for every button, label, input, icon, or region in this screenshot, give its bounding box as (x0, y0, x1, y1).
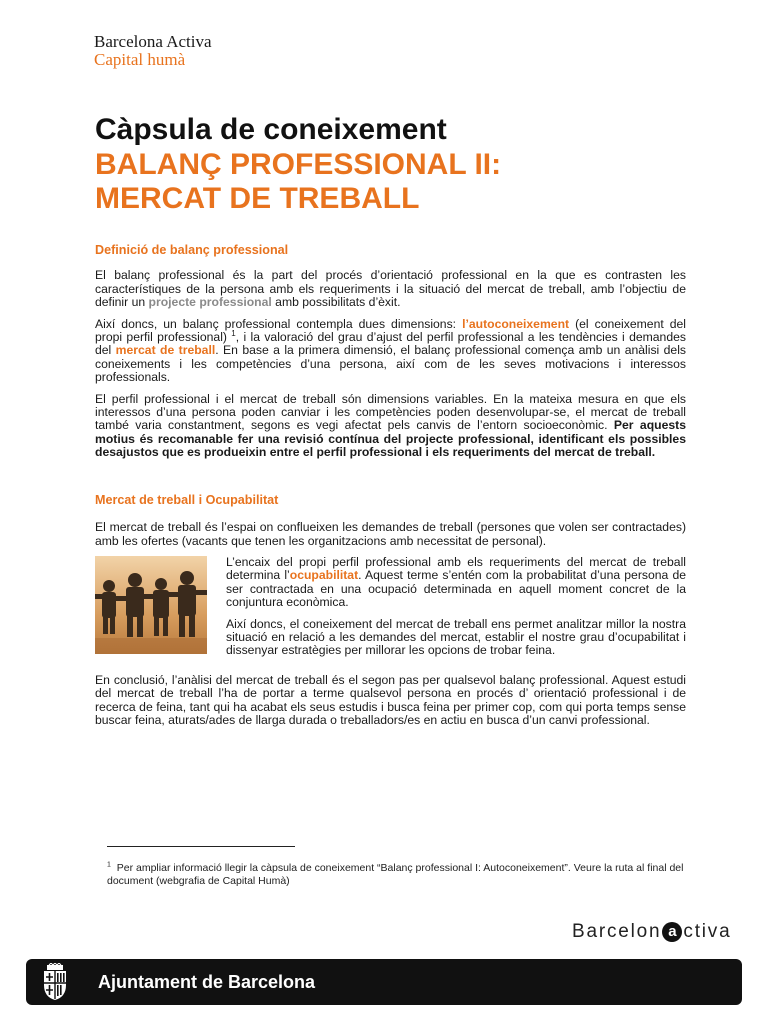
section-heading-mercat: Mercat de treball i Ocupabilitat (95, 492, 279, 507)
media-text (226, 556, 686, 658)
brand-header (94, 33, 212, 69)
paragraph: El balanç professional és la part del procés d’orientació professional en la que es contrasten les característiques de la persona amb els requeriments i la situació del mercat de treball, amb l’objectiu de definir un projecte professional amb possibilitats d’èxit. (95, 268, 686, 310)
link-ocupabilitat[interactable]: ocupabilitat (289, 568, 359, 583)
link-autoconeixement[interactable]: l’autoconeixement (462, 316, 570, 331)
paragraph: En conclusió, l’anàlisi del mercat de treball és el segon pas per qualsevol balanç professional. Aquest estudi del mercat de treball l’ha de portar a terme qualsevol persona en procés d’ orientació professional i de recerca de feina, tant qui ha acabat els seus estudis i busca feina per primer cop, com qui porta temps sense buscar feina, aturats/ades de llarga durada o treballadors/es en actiu en busca d’un canvi professional. (95, 672, 686, 728)
title-line-3: MERCAT DE TREBALL (95, 182, 420, 215)
footnote (107, 862, 687, 888)
footnote-divider (107, 846, 295, 847)
link-projecte-professional[interactable]: projecte professional (148, 295, 272, 310)
title-line-1: Càpsula de coneixement (95, 113, 447, 146)
footnote-ref: 1 (231, 328, 236, 338)
logo-a-circle-icon: a (662, 922, 682, 942)
paragraph: El mercat de treball és l’espai on conflueixen les demandes de treball (persones que volen ser contractades) amb les ofertes (vacants que tenen les organitzacions amb necessitat de personal). (95, 520, 686, 548)
footnote-text: Per ampliar informació llegir la càpsula de coneixement “Balanç professional I: Autoconeixement”. Veure la ruta al final del document (webgrafia de Capital Humà) (107, 862, 684, 887)
coat-of-arms-icon (36, 963, 74, 1001)
document-body (95, 244, 686, 736)
media-block (95, 556, 686, 668)
paragraph: El perfil professional i el mercat de treball són dimensions variables. En la mateixa mesura en que els interessos d’una persona poden canviar i les competències poden desenvolupar-se, el mercat de treball també varia constantment, segons es vegi afectat pels canvis de l’entorn socioeconòmic. Per aquests motius és recomanable fer una revisió contínua del projecte professional, identificant els possibles desajustos que es produeixin entre el perfil professional i els requeriments del mercat de treball. (95, 391, 686, 460)
document-title (95, 112, 695, 216)
puzzle-people-image (95, 556, 207, 654)
ajuntament-footer-bar (26, 959, 742, 1005)
brand-subtitle: Capital humà (94, 50, 186, 69)
paragraph: Així doncs, un balanç professional contempla dues dimensions: l’autoconeixement (el coneixement del propi perfil professional) $^1$, i la valoració del grau d’ajust del perfil professional a les tendències i demandes del mercat de treball. En base a la primera dimensió, el balanç professional comença amb un anàlisi dels coneixements i les competències d’una persona, així com de les seves motivacions i interessos professionals. (95, 316, 687, 385)
barcelona-activa-logo: Barcelon a ctiva (572, 921, 732, 942)
paragraph: L’encaix del propi perfil professional amb els requeriments del mercat de treball determina l’ocupabilitat. Aquest terme s’entén com la probabilitat d’una persona de ser contractada en una ocupació determinada en aquell moment concret de la conjuntura econòmica. (226, 554, 686, 610)
link-mercat-de-treball[interactable]: mercat de treball (115, 343, 216, 358)
brand-name: Barcelona Activa (94, 32, 212, 51)
paragraph: Així doncs, el coneixement del mercat de treball ens permet analitzar millor la nostra situació en relació a les demandes del mercat, establir el nostre grau d’ocupabilitat i dissenyar estratègies per millorar les opcions de trobar feina. (226, 616, 686, 658)
section-heading-definicio: Definició de balanç professional (95, 243, 289, 257)
ajuntament-text: Ajuntament de Barcelona (98, 972, 316, 992)
title-line-2: BALANÇ PROFESSIONAL II: (95, 148, 502, 181)
footnote-number: 1 (107, 861, 111, 869)
bold-recommendation: Per aquests motius és recomanable fer una revisió contínua del projecte professional, identificant els possibles desajustos que es produeixin entre el perfil professional i els requeriments del mercat de treball. (95, 418, 686, 460)
